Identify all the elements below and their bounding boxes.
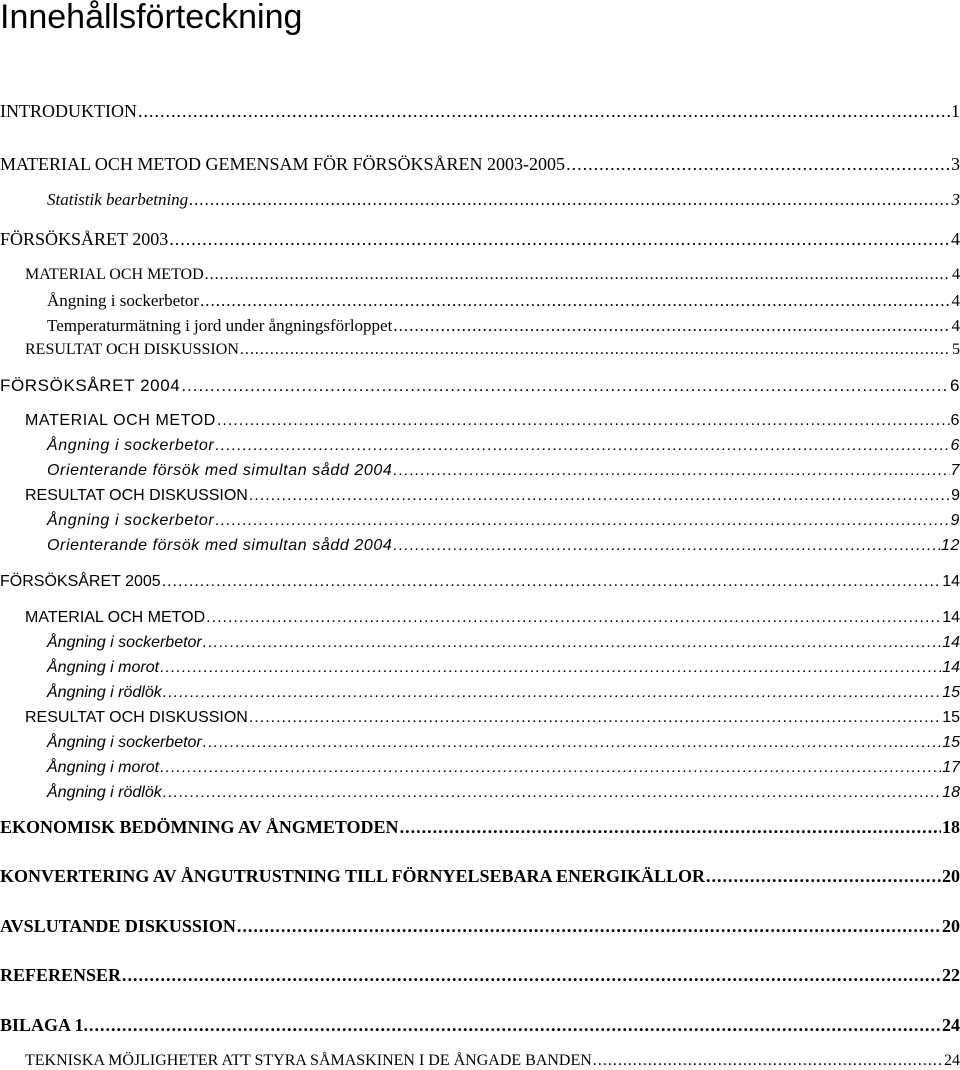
toc-entry-angning-sockerbetor-2005[interactable] bbox=[47, 635, 960, 651]
toc-entry-page: 4 bbox=[951, 316, 960, 335]
toc-entry-page: 14 bbox=[942, 634, 960, 651]
toc-entry-angning-sockerbetor-2004[interactable] bbox=[47, 438, 960, 454]
toc-entry-page: 3 bbox=[951, 154, 960, 174]
toc-entry-page: 4 bbox=[952, 266, 960, 283]
toc-entry-forsoksaret-2005[interactable] bbox=[0, 574, 960, 590]
toc-leader-dots bbox=[393, 538, 940, 554]
toc-entry-label: Ångning i sockerbetor bbox=[47, 512, 215, 529]
toc-leader-dots bbox=[217, 413, 950, 429]
toc-entry-label: Statistik bearbetning bbox=[47, 190, 189, 209]
toc-entry-ekonomisk-bedomning[interactable] bbox=[0, 818, 960, 836]
toc-entry-material-och-metod-gemensam[interactable] bbox=[0, 155, 960, 173]
toc-entry-avslutande-diskussion[interactable] bbox=[0, 917, 960, 935]
toc-entry-page: 15 bbox=[942, 734, 960, 751]
toc-entry-label: EKONOMISK BEDÖMNING AV ÅNGMETODEN bbox=[0, 817, 399, 837]
toc-entry-statistik-bearbetning[interactable] bbox=[47, 191, 960, 208]
toc-entry-angning-morot-2005[interactable] bbox=[47, 660, 960, 676]
toc-entry-label: Ångning i sockerbetor bbox=[47, 734, 202, 751]
toc-entry-page: 9 bbox=[950, 512, 960, 529]
toc-entry-page: 6 bbox=[950, 437, 960, 454]
toc-entry-label: BILAGA 1. bbox=[0, 1015, 89, 1035]
toc-entry-page: 6 bbox=[950, 412, 960, 429]
toc-leader-dots bbox=[393, 463, 949, 479]
toc-entry-label: MATERIAL OCH METOD bbox=[25, 266, 204, 283]
toc-entry-page: 9 bbox=[951, 487, 960, 504]
toc-entry-label: MATERIAL OCH METOD bbox=[25, 609, 206, 626]
toc-entry-referenser[interactable] bbox=[0, 966, 960, 984]
toc-entry-angning-sockerbetor-2003[interactable] bbox=[47, 292, 960, 309]
toc-leader-dots bbox=[203, 735, 941, 751]
toc-leader-dots bbox=[138, 102, 950, 120]
page-title: Innehållsförteckning bbox=[0, 0, 303, 36]
toc-entry-label: Ångning i rödlök bbox=[47, 684, 162, 701]
toc-entry-label: RESULTAT OCH DISKUSSION bbox=[25, 709, 248, 726]
toc-entry-label: MATERIAL OCH METOD bbox=[25, 412, 216, 429]
toc-leader-dots bbox=[249, 488, 950, 504]
toc-entry-page: 14 bbox=[942, 659, 960, 676]
toc-entry-label: Temperaturmätning i jord under ångningsförloppet bbox=[47, 316, 393, 335]
toc-leader-dots bbox=[122, 966, 941, 984]
toc-leader-dots bbox=[215, 438, 949, 454]
toc-leader-dots bbox=[160, 760, 941, 776]
toc-entry-angning-morot-resultat-2005[interactable] bbox=[47, 760, 960, 776]
toc-entry-label: Orienterande försök med simultan sådd 2004 bbox=[47, 462, 393, 479]
toc-entry-page: 18 bbox=[942, 817, 960, 837]
toc-entry-material-och-metod-2003[interactable] bbox=[25, 267, 960, 283]
toc-entry-label: Ångning i sockerbetor bbox=[47, 437, 215, 454]
toc-entry-temperaturmatning[interactable] bbox=[47, 317, 960, 334]
toc-entry-label: AVSLUTANDE DISKUSSION bbox=[0, 916, 236, 936]
toc-entry-page: 20 bbox=[942, 866, 960, 886]
toc-leader-dots bbox=[160, 660, 941, 676]
toc-entry-orienterande-forsok-resultat[interactable] bbox=[47, 538, 960, 554]
toc-entry-label: RESULTAT OCH DISKUSSION bbox=[25, 487, 248, 504]
toc-entry-label: RESULTAT OCH DISKUSSION bbox=[25, 341, 239, 358]
toc-entry-label: MATERIAL OCH METOD GEMENSAM FÖR FÖRSÖKSÅREN 2003-2005 bbox=[0, 154, 566, 174]
toc-entry-bilaga-1[interactable] bbox=[0, 1016, 960, 1034]
toc-entry-page: 6 bbox=[949, 376, 960, 395]
toc-leader-dots bbox=[393, 317, 950, 334]
toc-leader-dots bbox=[163, 785, 941, 801]
toc-entry-resultat-2003[interactable] bbox=[25, 342, 960, 358]
toc-entry-page: 4 bbox=[951, 291, 960, 310]
toc-leader-dots bbox=[206, 610, 941, 626]
toc-entry-page: 24 bbox=[944, 1052, 960, 1069]
toc-entry-label: Ångning i sockerbetor bbox=[47, 291, 200, 310]
toc-entry-page: 4 bbox=[951, 229, 960, 249]
toc-entry-label: REFERENSER bbox=[0, 965, 122, 985]
toc-entry-tekniska-mojligheter[interactable] bbox=[25, 1053, 960, 1069]
toc-leader-dots bbox=[162, 574, 942, 590]
toc-entry-label: Ångning i rödlök bbox=[47, 784, 162, 801]
toc-entry-material-och-metod-2005[interactable] bbox=[25, 610, 960, 626]
toc-entry-label: Ångning i morot bbox=[47, 659, 160, 676]
toc-leader-dots bbox=[215, 513, 949, 529]
toc-leader-dots bbox=[249, 710, 941, 726]
toc-entry-material-och-metod-2004[interactable] bbox=[25, 413, 960, 429]
toc-leader-dots bbox=[189, 191, 950, 208]
toc-leader-dots bbox=[237, 917, 941, 935]
toc-entry-label: Ångning i sockerbetor bbox=[47, 634, 202, 651]
toc-entry-label: TEKNISKA MÖJLIGHETER ATT STYRA SÅMASKINEN I DE ÅNGADE BANDEN bbox=[25, 1052, 592, 1069]
toc-leader-dots bbox=[163, 685, 941, 701]
toc-entry-label: Ångning i morot bbox=[47, 759, 160, 776]
toc-entry-forsoksaret-2004[interactable] bbox=[0, 377, 960, 394]
toc-entry-angning-rodlok-2005[interactable] bbox=[47, 685, 960, 701]
toc-entry-page: 17 bbox=[942, 759, 960, 776]
toc-entry-page: 15 bbox=[942, 684, 960, 701]
toc-leader-dots bbox=[240, 342, 951, 358]
toc-entry-page: 20 bbox=[942, 916, 960, 936]
toc-entry-label: KONVERTERING AV ÅNGUTRUSTNING TILL FÖRNYELSEBARA ENERGIKÄLLOR bbox=[0, 866, 706, 886]
toc-entry-page: 22 bbox=[942, 965, 960, 985]
toc-leader-dots bbox=[566, 155, 950, 173]
toc-entry-label: FÖRSÖKSÅRET 2003 bbox=[0, 229, 169, 249]
toc-entry-page: 5 bbox=[952, 341, 960, 358]
toc-entry-page: 18 bbox=[942, 784, 960, 801]
toc-leader-dots bbox=[205, 267, 951, 283]
toc-entry-label: FÖRSÖKSÅRET 2005 bbox=[0, 573, 161, 590]
toc-entry-resultat-2004[interactable] bbox=[25, 488, 960, 504]
toc-entry-forsoksaret-2003[interactable] bbox=[0, 230, 960, 248]
toc-leader-dots bbox=[203, 635, 941, 651]
toc-entry-page: 15 bbox=[942, 709, 960, 726]
toc-entry-label: FÖRSÖKSÅRET 2004 bbox=[0, 376, 181, 395]
toc-entry-page: 14 bbox=[942, 609, 960, 626]
toc-leader-dots bbox=[706, 867, 941, 885]
toc-entry-page: 7 bbox=[950, 462, 960, 479]
toc-entry-angning-sockerbetor-resultat-2005[interactable] bbox=[47, 735, 960, 751]
toc-leader-dots bbox=[200, 292, 950, 309]
toc-entry-konvertering[interactable] bbox=[0, 867, 960, 885]
toc-entry-angning-sockerbetor-resultat-2004[interactable] bbox=[47, 513, 960, 529]
toc-leader-dots bbox=[181, 377, 949, 394]
toc-entry-label: INTRODUKTION bbox=[0, 101, 137, 121]
toc-leader-dots bbox=[593, 1053, 943, 1069]
toc-leader-dots bbox=[89, 1016, 941, 1034]
toc-leader-dots bbox=[169, 230, 950, 248]
toc-entry-page: 3 bbox=[951, 190, 960, 209]
toc-entry-page: 12 bbox=[941, 537, 960, 554]
toc-entry-angning-rodlok-resultat-2005[interactable] bbox=[47, 785, 960, 801]
toc-entry-introduktion[interactable] bbox=[0, 102, 960, 120]
toc-entry-page: 14 bbox=[942, 573, 960, 590]
toc-entry-resultat-2005[interactable] bbox=[25, 710, 960, 726]
toc-entry-label: Orienterande försök med simultan sådd 2004 bbox=[47, 537, 393, 554]
toc-leader-dots bbox=[400, 818, 941, 836]
toc-entry-page: 1 bbox=[951, 101, 960, 121]
toc-entry-page: 24 bbox=[942, 1015, 960, 1035]
toc-entry-orienterande-forsok-material[interactable] bbox=[47, 463, 960, 479]
